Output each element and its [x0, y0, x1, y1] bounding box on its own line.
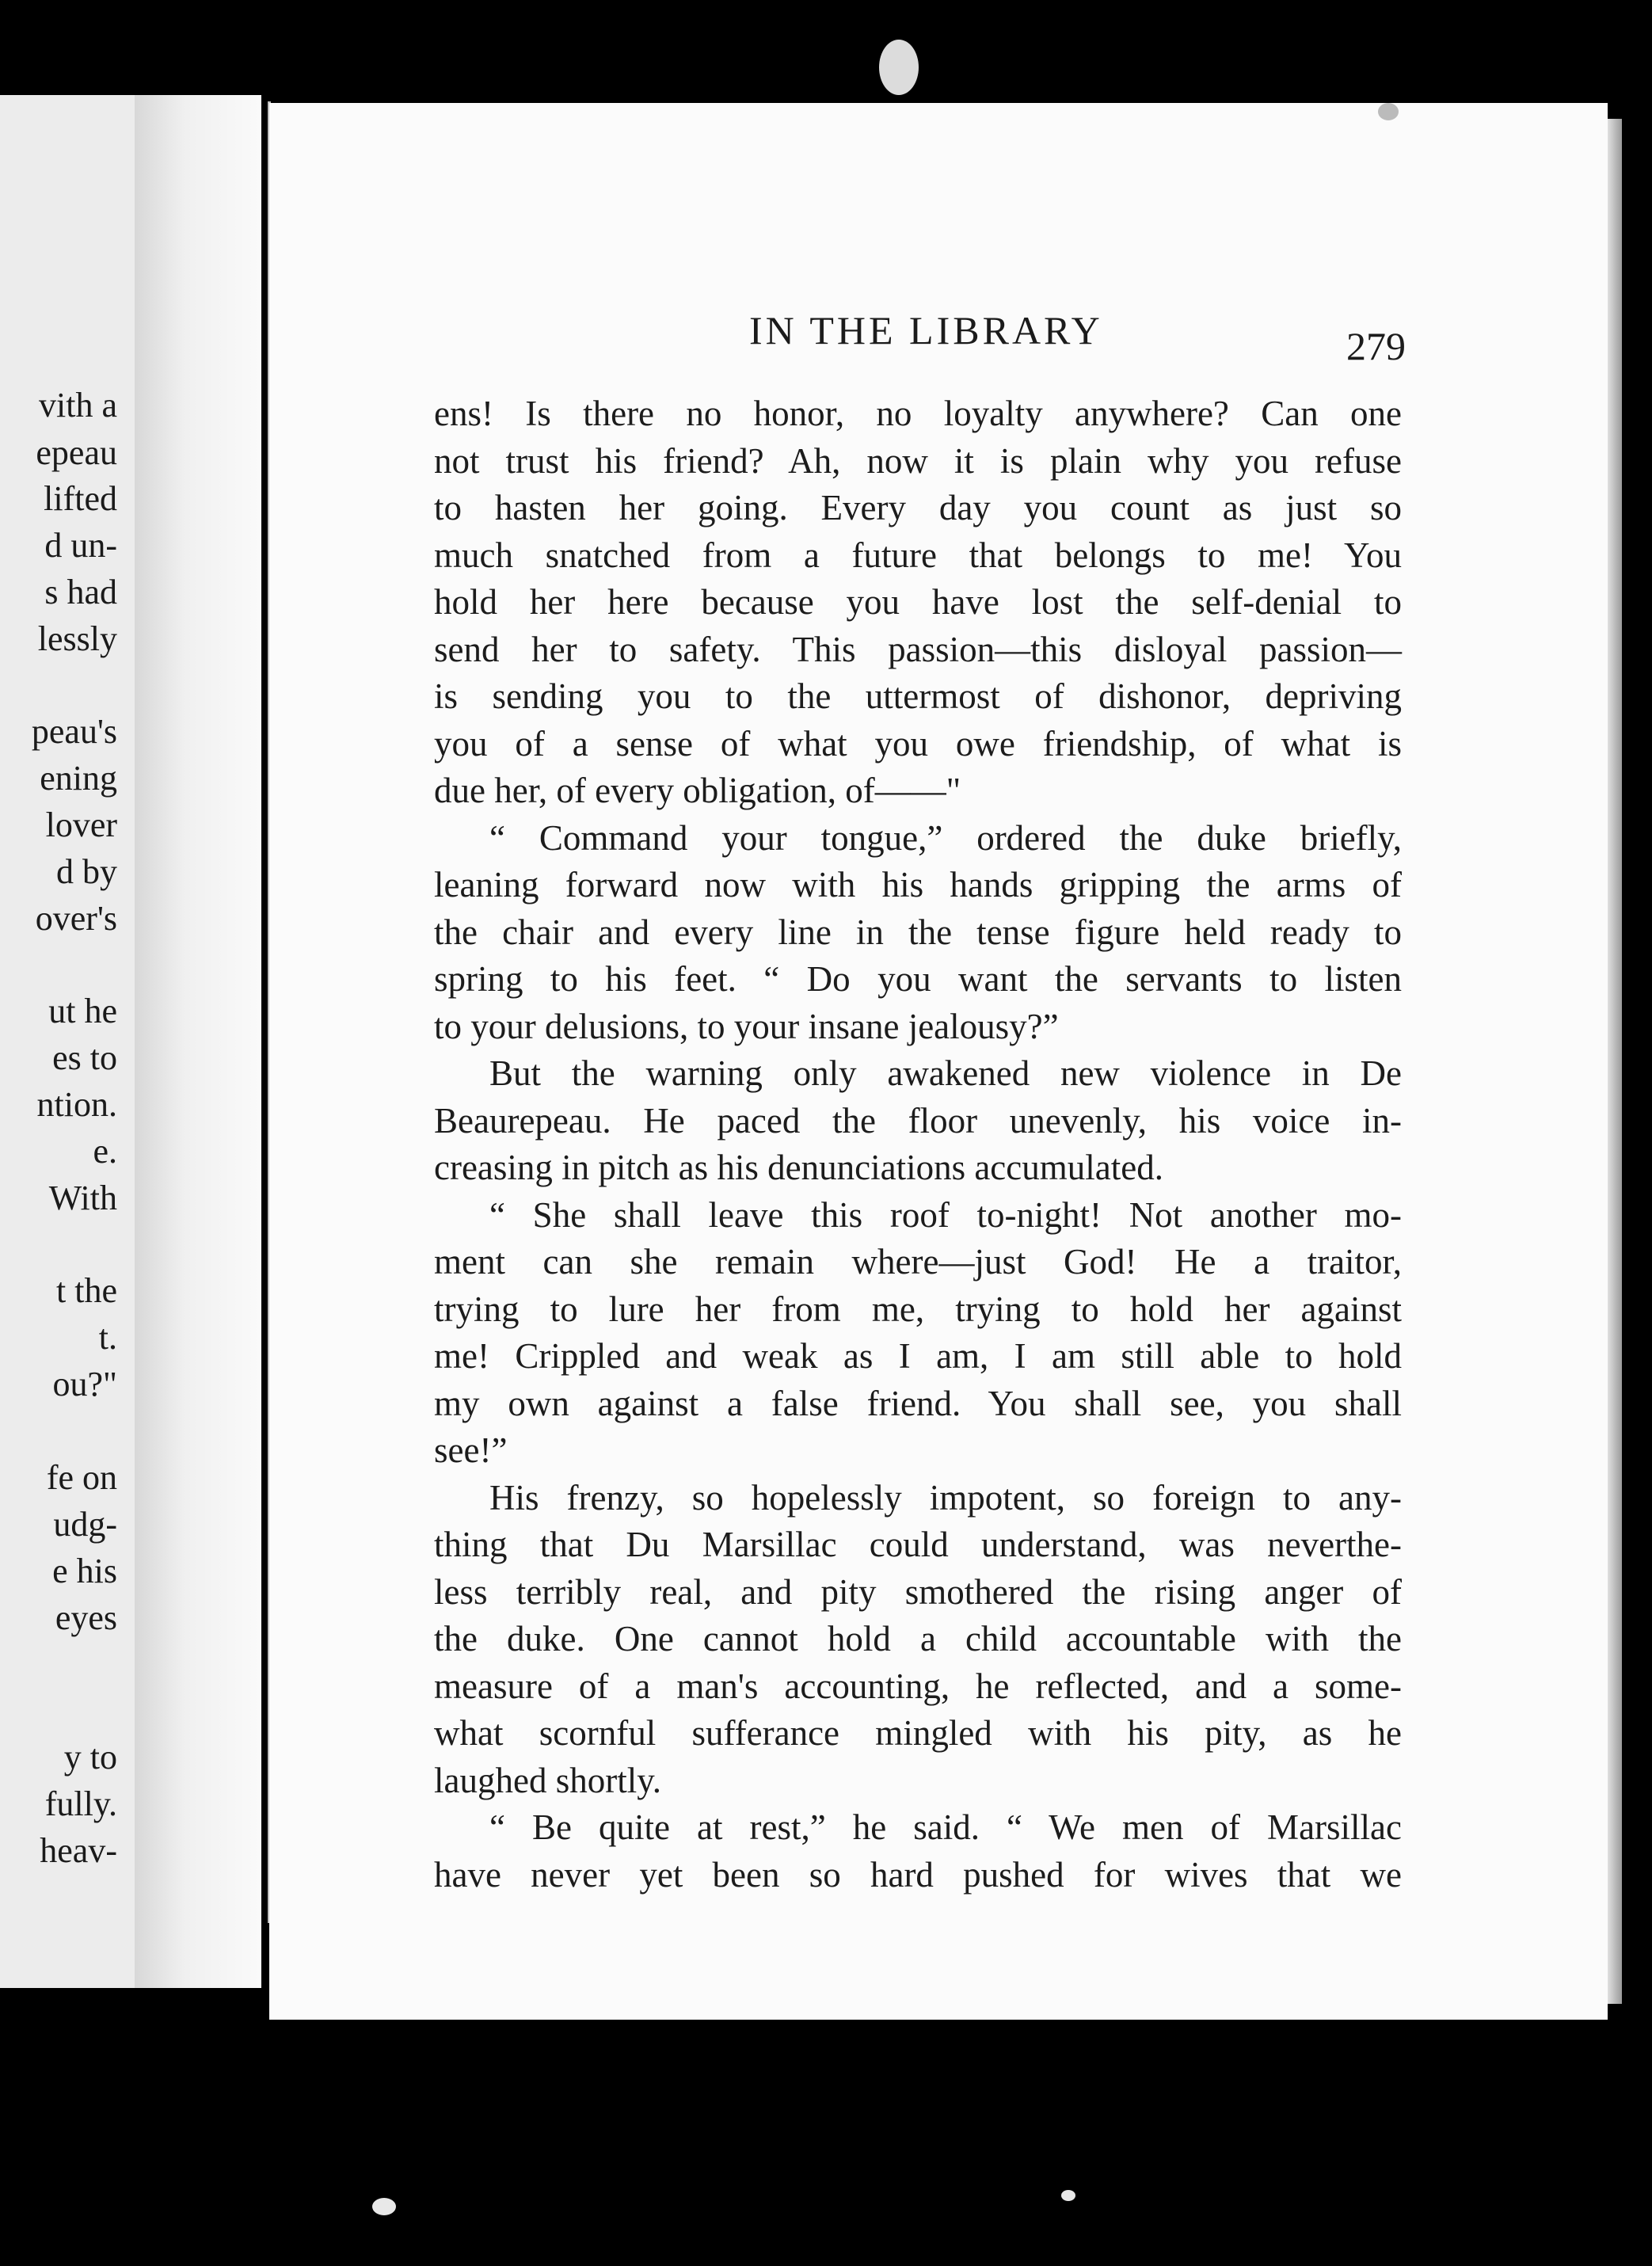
body-text-line: trying to lure her from me, trying to hold her against	[434, 1289, 1402, 1329]
scan-dust-speck	[1378, 103, 1399, 120]
body-text-line: leaning forward now with his hands gripping the arms of	[434, 865, 1402, 904]
body-text-line: me! Crippled and weak as I am, I am still able to hold	[434, 1336, 1402, 1376]
body-text-line: “ Command your tongue,” ordered the duke briefly,	[489, 818, 1402, 858]
body-text-line: “ She shall leave this roof to-night! Not another mo-	[489, 1195, 1402, 1235]
left-page-line: y to	[63, 1738, 117, 1777]
body-text-line: not trust his friend? Ah, now it is plain why you refuse	[434, 441, 1402, 481]
left-page-line: es to	[52, 1038, 117, 1077]
left-page-line: ening	[40, 759, 117, 798]
body-text-line: But the warning only awakened new violence in De	[489, 1053, 1402, 1093]
body-text-line: ens! Is there no honor, no loyalty anywhere? Can one	[434, 394, 1402, 433]
left-page-line: udg-	[53, 1505, 117, 1544]
body-text-line: thing that Du Marsillac could understand, was neverthe-	[434, 1525, 1402, 1564]
body-text-line: to hasten her going. Every day you count as just so	[434, 488, 1402, 527]
body-text-line: the chair and every line in the tense figure held ready to	[434, 912, 1402, 952]
body-text-line: Beaurepeau. He paced the floor unevenly, his voice in-	[434, 1101, 1402, 1141]
left-page-line: peau's	[31, 712, 117, 751]
left-page-line: lover	[45, 805, 117, 844]
left-page-line: t.	[98, 1318, 117, 1357]
left-page-line: s had	[44, 573, 117, 611]
body-text-line: my own against a false friend. You shall see, you shall	[434, 1384, 1402, 1423]
book-gutter	[135, 95, 261, 1988]
left-page-line: With	[48, 1179, 117, 1217]
body-text-line: creasing in pitch as his denunciations accumulated.	[434, 1148, 1163, 1187]
left-page-line: vith a	[39, 386, 117, 425]
scan-dust-speck	[879, 40, 919, 95]
body-text-line: hold her here because you have lost the self-denial to	[434, 582, 1402, 622]
left-page-line: ou?"	[52, 1365, 117, 1403]
body-text-line: laughed shortly.	[434, 1761, 662, 1800]
left-page-line: ut he	[48, 992, 117, 1030]
left-page-line: e his	[52, 1552, 117, 1590]
body-text-line: ment can she remain where—just God! He a traitor,	[434, 1242, 1402, 1282]
body-text-line: is sending you to the uttermost of dishonor, depriving	[434, 676, 1402, 716]
body-text-line: you of a sense of what you owe friendship, of what is	[434, 724, 1402, 764]
left-page-line: epeau	[36, 433, 117, 472]
body-text-line: to your delusions, to your insane jealousy?”	[434, 1007, 1059, 1046]
body-text-line: less terribly real, and pity smothered the rising anger of	[434, 1572, 1402, 1612]
left-facing-page	[0, 95, 135, 1988]
left-page-line: heav-	[40, 1831, 117, 1870]
page-edge	[1608, 119, 1622, 2004]
left-page-line: fully.	[44, 1784, 117, 1823]
page-number: 279	[1346, 324, 1406, 368]
left-page-line: d by	[56, 852, 117, 891]
left-page-line: lifted	[44, 479, 117, 518]
body-text-line: what scornful sufferance mingled with his pity, as he	[434, 1713, 1402, 1753]
left-page-line: eyes	[55, 1598, 117, 1637]
body-text-line: much snatched from a future that belongs to me! You	[434, 535, 1402, 575]
body-text-line: spring to his feet. “ Do you want the servants to listen	[434, 959, 1402, 999]
body-text-line: measure of a man's accounting, he reflected, and a some-	[434, 1666, 1402, 1706]
body-text-line: “ Be quite at rest,” he said. “ We men of Marsillac	[489, 1807, 1402, 1847]
running-head-title: IN THE LIBRARY	[749, 308, 1103, 352]
body-text-line: have never yet been so hard pushed for wives that we	[434, 1855, 1402, 1895]
left-page-line: t the	[56, 1271, 117, 1310]
body-text-line: due her, of every obligation, of——"	[434, 771, 961, 810]
scan-dust-speck	[1061, 2190, 1075, 2201]
body-text-line: see!”	[434, 1430, 508, 1470]
left-page-line: ntion.	[36, 1085, 117, 1124]
body-text-line: His frenzy, so hopelessly impotent, so foreign to any-	[489, 1478, 1402, 1518]
body-text-line: the duke. One cannot hold a child accountable with the	[434, 1619, 1402, 1659]
left-page-line: d un-	[44, 526, 117, 565]
left-page-line: lessly	[37, 619, 117, 658]
left-page-line: fe on	[46, 1458, 117, 1497]
body-text-line: send her to safety. This passion—this disloyal passion—	[434, 630, 1402, 669]
left-page-line: over's	[35, 899, 117, 938]
left-page-line: e.	[93, 1132, 117, 1171]
scan-dust-speck	[372, 2198, 396, 2215]
